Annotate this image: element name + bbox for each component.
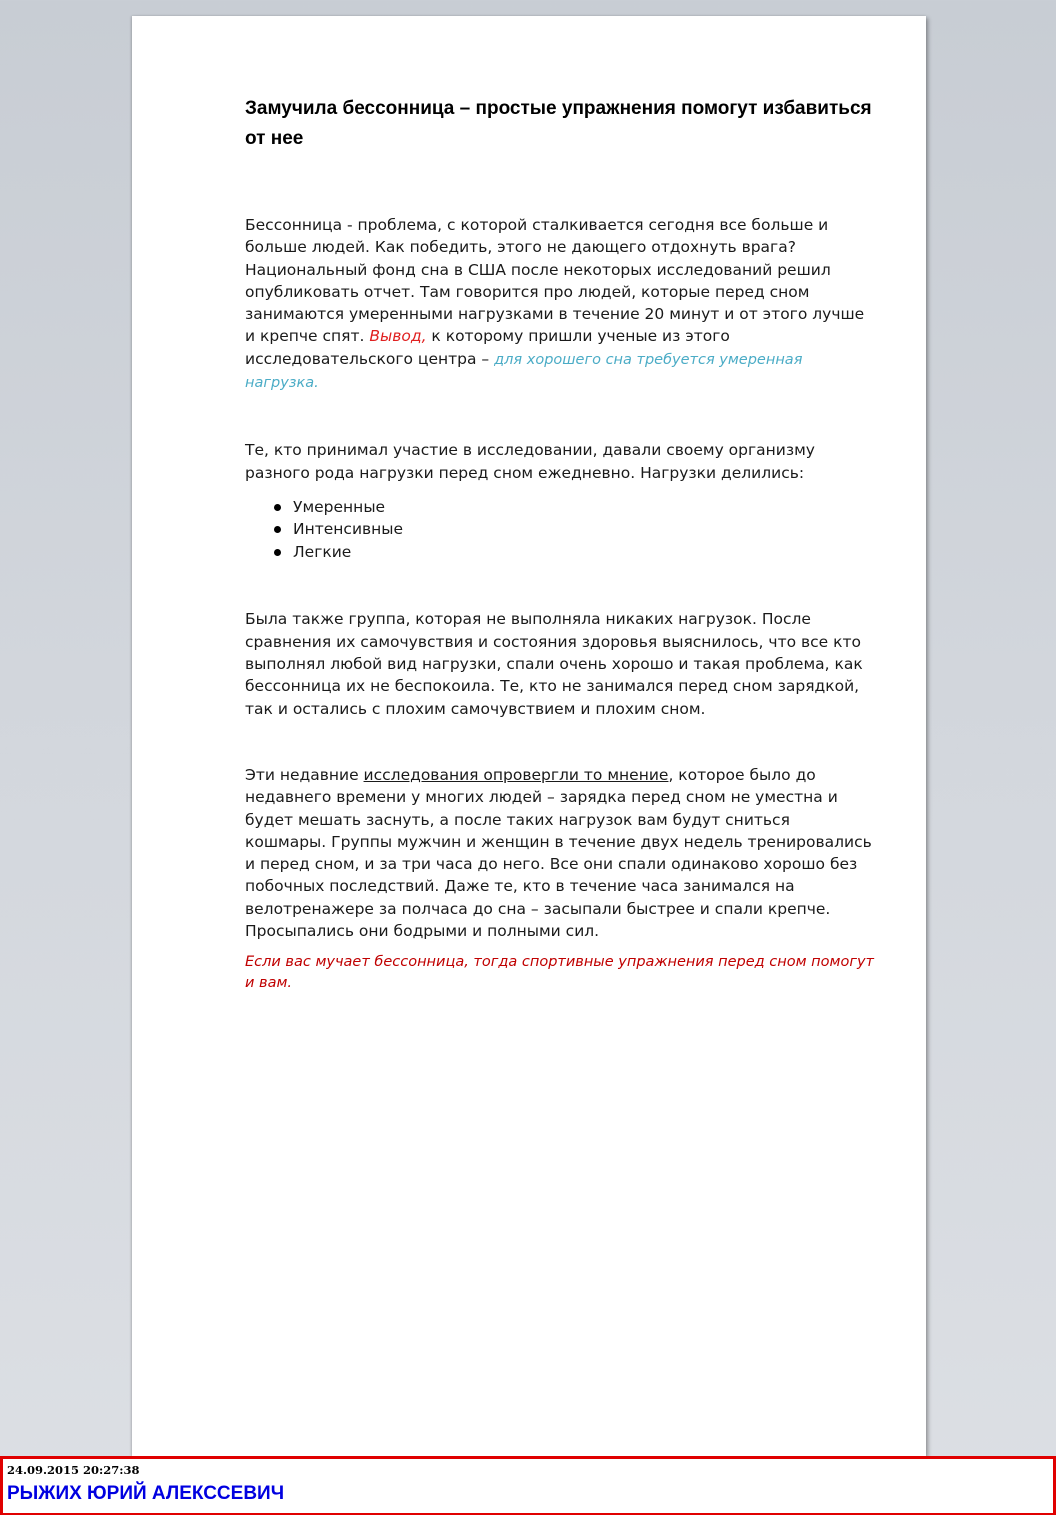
- paragraph-intro: [245, 214, 875, 394]
- moderate-load-highlight: для хорошего сна требуется умеренная нагрузка.: [245, 351, 803, 392]
- research-text-a: Эти недавние: [245, 765, 364, 784]
- footer-author-name: РЫЖИХ ЮРИЙ АЛЕКССЕВИЧ: [7, 1483, 285, 1504]
- document-body: [245, 94, 875, 994]
- document-page: [132, 16, 926, 1456]
- list-item: [293, 496, 875, 519]
- list-item: [293, 541, 875, 564]
- footer-stamp: [0, 1456, 1056, 1515]
- research-link[interactable]: исследования опровергли то мнение: [363, 765, 669, 784]
- list-item-label: Легкие: [293, 542, 352, 561]
- paragraph-recent-research: [245, 764, 875, 942]
- intro-text-b: к которому пришли ученые из этого исследовательского центра –: [245, 327, 730, 368]
- conclusion-highlight: Вывод,: [369, 327, 427, 346]
- list-item: [293, 518, 875, 541]
- footer-timestamp: 24.09.2015 20:27:38: [7, 1463, 140, 1477]
- list-item-label: Интенсивные: [293, 520, 404, 539]
- paragraph-participants: Те, кто принимал участие в исследовании, давали своему организму разного рода нагрузки перед сном ежедневно. Нагрузки делились:: [245, 441, 815, 482]
- closing-note: Если вас мучает бессонница, тогда спортивные упражнения перед сном помогут и вам.: [245, 954, 874, 992]
- bullet-icon: [274, 504, 281, 511]
- bullet-icon: [274, 549, 281, 556]
- load-types-list: [245, 496, 875, 564]
- bullet-icon: [274, 526, 281, 533]
- article-title: Замучила бессонница – простые упражнения помогут избавиться от нее: [245, 98, 872, 149]
- intro-text-a: Бессонница - проблема, с которой сталкивается сегодня все больше и больше людей. Как победить, этого не дающего отдохнуть врага? Национальный фонд сна в США после некоторых исследований решил опубликовать отчет. Там говорится про людей, которые перед сном занимаются умеренными нагрузками в течение 20 минут и от этого лучше и крепче спят.: [245, 216, 865, 346]
- paragraph-control-group: Была также группа, которая не выполняла никаких нагрузок. После сравнения их самочувствия и состояния здоровья выяснилось, что все кто выполнял любой вид нагрузки, спали очень хорошо и такая проблема, как бессонница их не беспокоила. Те, кто не занимался перед сном зарядкой, так и остались с плохим самочувствием и плохим сном.: [245, 610, 863, 718]
- research-text-b: , которое было до недавнего времени у многих людей – зарядка перед сном не уместна и будет мешать заснуть, а после таких нагрузок вам будут сниться кошмары. Группы мужчин и женщин в течение двух недель тренировались и перед сном, и за три часа до него. Все они спали одинаково хорошо без побочных последствий. Даже те, кто в течение часа занимался на велотренажере за полчаса до сна – засыпали быстрее и спали крепче. Просыпались они бодрыми и полными сил.: [245, 765, 872, 941]
- list-item-label: Умеренные: [293, 497, 386, 516]
